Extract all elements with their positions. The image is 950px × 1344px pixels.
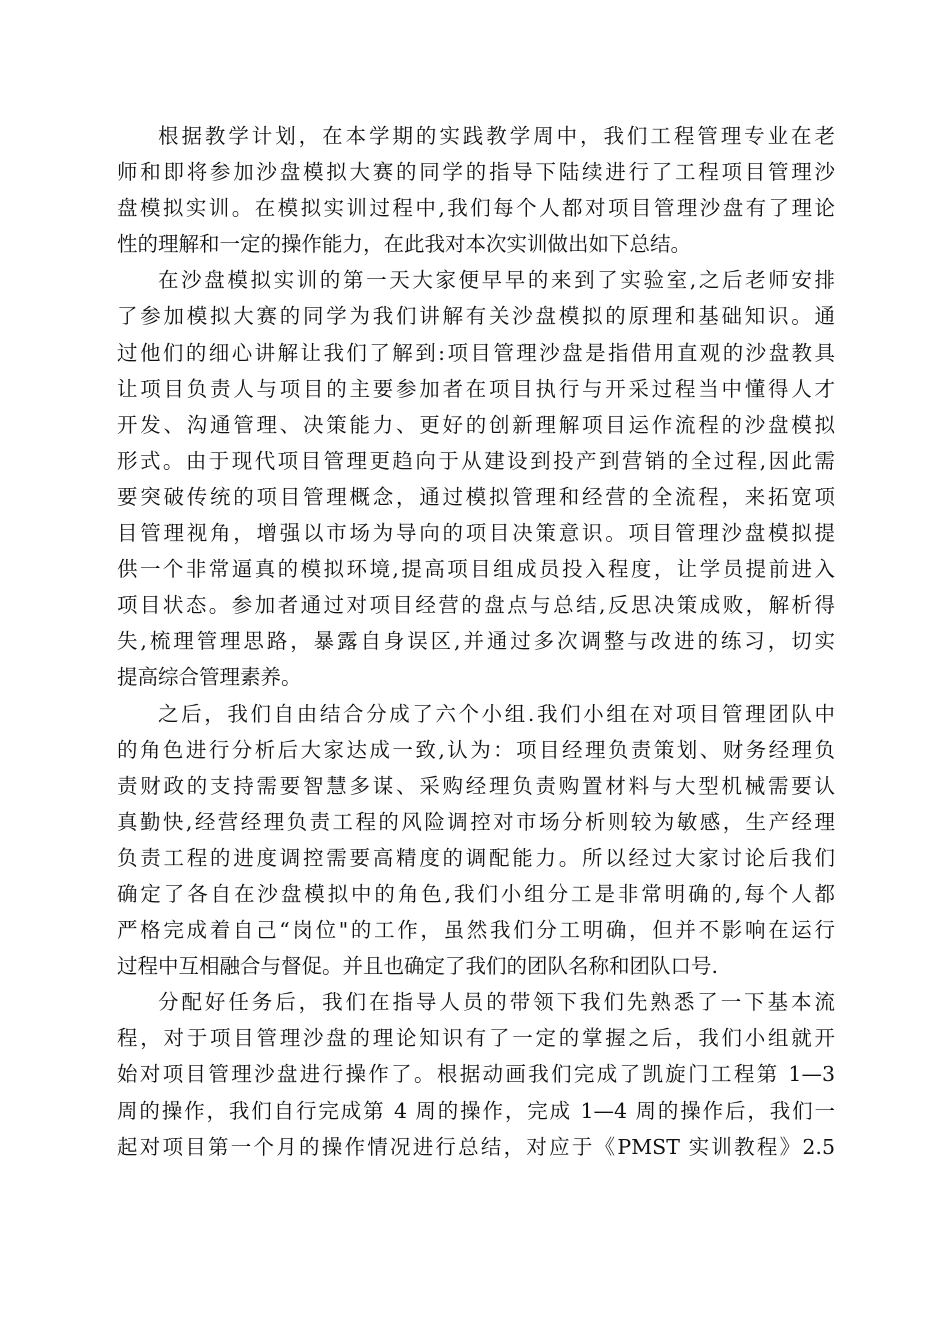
text-line: 责财政的支持需要智慧多谋、采购经理负责购置材料与大型机械需要认 <box>117 773 835 798</box>
text-line: 供一个非常逼真的模拟环境,提高项目组成员投入程度，让学员提前进入 <box>117 557 835 582</box>
text-line: 过他们的细心讲解让我们了解到:项目管理沙盘是指借用直观的沙盘教具 <box>117 340 835 365</box>
paragraph <box>117 984 835 1164</box>
text-line: 起对项目第一个月的操作情况进行总结，对应于《PMST 实训教程》2.5 <box>117 1134 835 1159</box>
text-line: 过程中互相融合与督促。并且也确定了我们的团队名称和团队口号. <box>117 954 719 979</box>
paragraph <box>117 118 835 262</box>
text-line: 提高综合管理素养。 <box>117 665 302 690</box>
text-line: 在沙盘模拟实训的第一天大家便早早的来到了实验室,之后老师安排 <box>158 268 835 293</box>
text-line: 盘模拟实训。在模拟实训过程中,我们每个人都对项目管理沙盘有了理论 <box>117 196 835 221</box>
text-line: 让项目负责人与项目的主要参加者在项目执行与开采过程当中懂得人才 <box>117 376 835 401</box>
text-line: 形式。由于现代项目管理更趋向于从建设到投产到营销的全过程,因此需 <box>117 448 835 473</box>
body-text <box>117 118 835 1165</box>
text-line: 目管理视角，增强以市场为导向的项目决策意识。项目管理沙盘模拟提 <box>117 521 835 546</box>
text-line: 项目状态。参加者通过对项目经营的盘点与总结,反思决策成败，解析得 <box>117 593 835 618</box>
text-line: 失,梳理管理思路，暴露自身误区,并通过多次调整与改进的练习，切实 <box>117 629 835 654</box>
text-line: 分配好任务后，我们在指导人员的带领下我们先熟悉了一下基本流 <box>158 990 835 1015</box>
text-line: 始对项目管理沙盘进行操作了。根据动画我们完成了凯旋门工程第 1—3 <box>117 1062 835 1087</box>
text-line: 真勤快,经营经理负责工程的风险调控对市场分析则较为敏感，生产经理 <box>117 809 835 834</box>
text-line: 性的理解和一定的操作能力，在此我对本次实训做出如下总结。 <box>117 232 691 257</box>
text-line: 严格完成着自己“岗位"的工作，虽然我们分工明确，但并不影响在运行 <box>117 918 835 943</box>
paragraph <box>117 696 835 985</box>
text-line: 之后，我们自由结合分成了六个小组.我们小组在对项目管理团队中 <box>158 701 835 726</box>
text-line: 程，对于项目管理沙盘的理论知识有了一定的掌握之后，我们小组就开 <box>117 1026 835 1051</box>
text-line: 负责工程的进度调控需要高精度的调配能力。所以经过大家讨论后我们 <box>117 845 835 870</box>
text-line: 根据教学计划，在本学期的实践教学周中，我们工程管理专业在老 <box>158 124 835 148</box>
text-line: 周的操作，我们自行完成第 4 周的操作，完成 1—4 周的操作后，我们一 <box>117 1098 835 1123</box>
text-line: 的角色进行分析后大家达成一致,认为：项目经理负责策划、财务经理负 <box>117 737 835 762</box>
text-line: 开发、沟通管理、决策能力、更好的创新理解项目运作流程的沙盘模拟 <box>117 412 835 437</box>
text-line: 了参加模拟大赛的同学为我们讲解有关沙盘模拟的原理和基础知识。通 <box>117 304 835 329</box>
text-line: 确定了各自在沙盘模拟中的角色,我们小组分工是非常明确的,每个人都 <box>117 881 835 906</box>
paragraph <box>117 262 835 695</box>
text-line: 师和即将参加沙盘模拟大赛的同学的指导下陆续进行了工程项目管理沙 <box>117 160 835 185</box>
text-line: 要突破传统的项目管理概念，通过模拟管理和经营的全流程，来拓宽项 <box>117 484 835 509</box>
